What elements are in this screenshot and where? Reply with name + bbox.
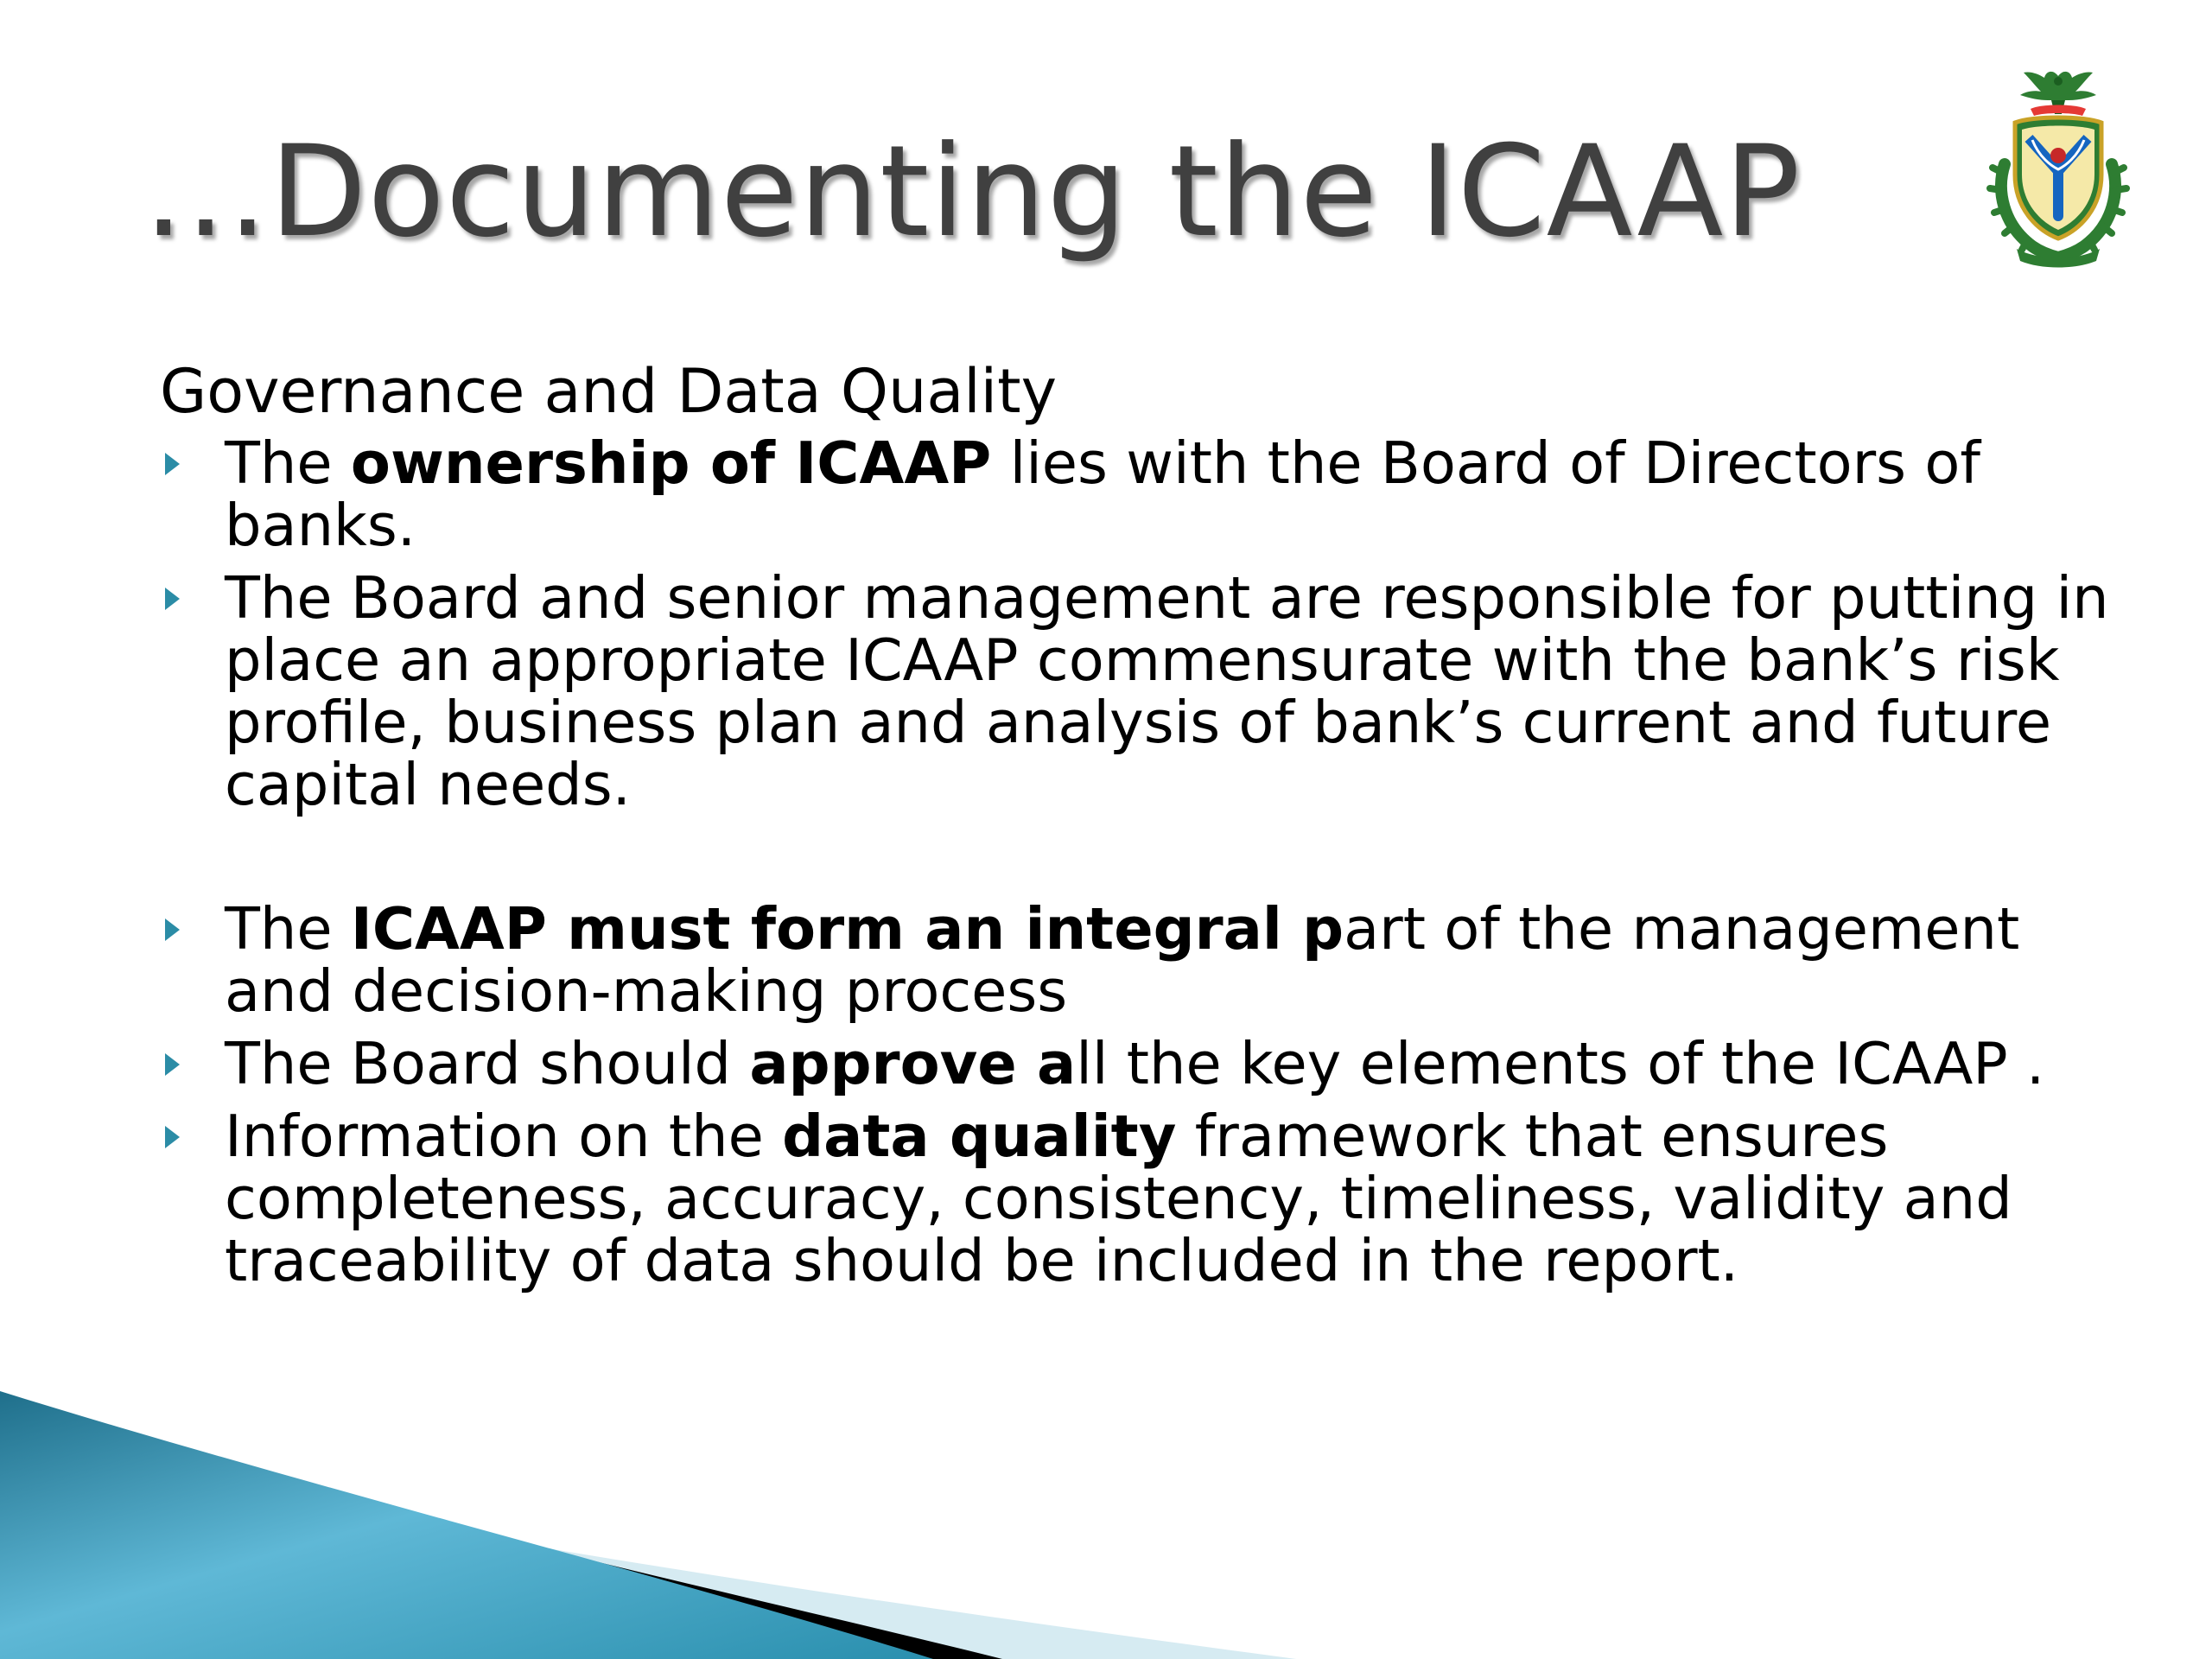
bullet-integral-part — [160, 895, 2113, 1025]
shield-icon — [2015, 118, 2101, 238]
bullet-board-responsibility — [160, 564, 2113, 818]
bullet-text-pre: Information on the — [225, 1103, 783, 1170]
eagle-icon — [2020, 72, 2096, 116]
bullet-data-quality — [160, 1105, 2113, 1292]
section-heading: Governance and Data Quality — [160, 356, 1058, 427]
bottom-swoosh-decoration — [0, 1391, 2212, 1659]
triangle-bullet-icon — [165, 1053, 180, 1076]
slide-title: …Documenting the ICAAP — [143, 118, 1802, 265]
triangle-bullet-icon — [165, 1126, 180, 1148]
bullet-text-post: art of the management and decision-making process — [225, 895, 2020, 1025]
bullet-text-pre: The Board and senior management are responsible for putting in place an appropriate ICAAP commensurate with the bank’s risk profile, business plan and analysis of bank’s current and future capital needs. — [225, 564, 2109, 818]
bullet-text-bold: ICAAP must form an integral p — [350, 895, 1344, 963]
bullet-text-post: framework that ensures completeness, accuracy, consistency, timeliness, validity and traceability of data should be included in the report. — [225, 1103, 2012, 1294]
bullet-text-bold: ownership of ICAAP — [350, 429, 992, 497]
bullet-ownership — [160, 429, 2113, 559]
bullet-list — [160, 429, 2113, 1302]
bullet-text-post: lies with the Board of Directors of banks. — [225, 429, 1980, 559]
bullet-text-pre: The — [225, 429, 351, 497]
bullet-text-bold: approve a — [749, 1030, 1077, 1097]
bullet-board-approve — [160, 1030, 2113, 1097]
bullet-text-bold: data quality — [782, 1103, 1177, 1170]
bullet-text-pre: The Board should — [225, 1030, 750, 1097]
cbn-seal-logo — [1979, 60, 2139, 272]
bullet-text-pre: The — [225, 895, 351, 963]
bullet-text-post: ll the key elements of the ICAAP . — [1076, 1030, 2045, 1097]
triangle-bullet-icon — [165, 588, 180, 610]
triangle-bullet-icon — [165, 918, 180, 941]
triangle-bullet-icon — [165, 453, 180, 475]
